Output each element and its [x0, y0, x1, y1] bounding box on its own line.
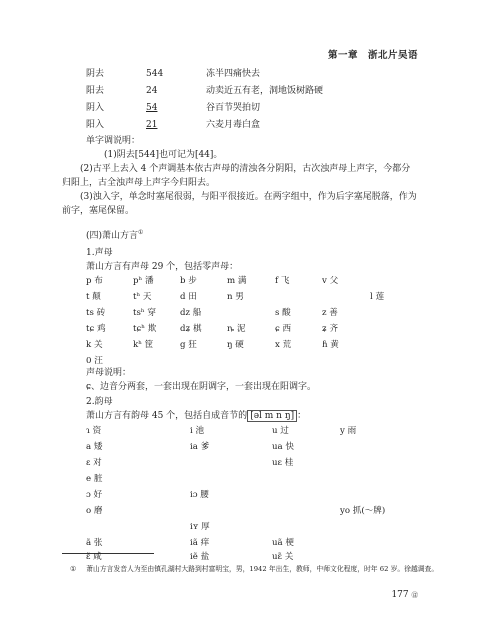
final-cell: i 池 [190, 426, 205, 436]
final-cell: ua 快 [272, 442, 294, 452]
initial-cell: ɕ 西 [275, 324, 292, 334]
section-title-text: (四)萧山方言 [86, 231, 139, 241]
final-cell: ã 张 [86, 538, 103, 548]
tone-notes-heading: 单字调说明： [86, 136, 141, 146]
initial-cell: 0 汪 [86, 356, 103, 366]
tone-value: 21 [146, 120, 158, 130]
page-number [391, 590, 418, 600]
initial-cell: tsʰ 穿 [133, 308, 156, 318]
initial-cell: m 满 [227, 276, 247, 286]
tone-value: 54 [146, 103, 158, 113]
initial-cell: p 布 [86, 276, 103, 286]
initial-cell: v 父 [322, 276, 339, 286]
initial-cell: dʑ 棋 [180, 324, 202, 334]
final-cell: y 雨 [340, 426, 357, 436]
initial-cell: ŋ 硬 [227, 340, 244, 350]
final-cell: ɿ 资 [86, 426, 102, 436]
final-cell: iʏ 厚 [190, 522, 210, 532]
initial-cell: f 飞 [275, 276, 290, 286]
initial-cell: dz 船 [180, 308, 202, 318]
initial-cell: tɕʰ 欺 [133, 324, 157, 334]
final-cell: uɛ̃ 关 [272, 552, 294, 562]
initial-cell: d 田 [180, 292, 197, 302]
initial-cell: tʰ 天 [133, 292, 152, 302]
final-cell: uɛ 桂 [272, 458, 294, 468]
tone-note-item: (3)浊入字，单念时塞尾很弱，与阳平很接近。在两字组中，作为后字塞尾脱落，作为前字，塞尾保留。 [62, 192, 417, 216]
tone-name: 阳去 [86, 86, 105, 96]
initial-cell: g 狂 [180, 340, 197, 350]
initial-cell: ts 砖 [86, 308, 106, 318]
final-cell: yo 抓(～牌) [340, 506, 386, 516]
initials-intro: 萧山方言有声母 29 个，包括零声母： [86, 262, 239, 272]
final-cell: ɛ 对 [86, 458, 102, 468]
finals-intro-bracket: [əl m n ŋ] [247, 410, 297, 422]
final-cell: a 矮 [86, 442, 103, 452]
footnote [70, 563, 438, 573]
initial-cell: x 荒 [275, 340, 292, 350]
tone-note-item: (1)阴去[544]也可记为[44]。 [104, 150, 223, 160]
initials-heading: 1.声母 [86, 248, 113, 258]
initial-cell: tɕ 鸡 [86, 324, 106, 334]
final-cell: ɔ 好 [86, 490, 103, 500]
initial-cell: ȵ 泥 [227, 324, 246, 334]
initial-cell: n 男 [227, 292, 244, 302]
tone-value: 544 [146, 69, 164, 79]
page-number-value: 177 [391, 590, 409, 600]
finals-heading: 2.韵母 [86, 397, 113, 407]
finals-intro-prefix: 萧山方言有韵母 45 个，包括自成音节的 [86, 411, 248, 421]
initial-cell: b 步 [180, 276, 197, 286]
final-cell: ɛ̃ 咸 [86, 552, 102, 562]
tone-examples: 六麦月毒白盒 [206, 120, 261, 130]
final-cell: u 过 [272, 426, 289, 436]
final-cell: ia 爹 [190, 442, 210, 452]
tone-examples: 冻半四痛快去 [206, 69, 261, 79]
initial-cell: pʰ 潘 [133, 276, 154, 286]
finals-intro-suffix: ： [297, 411, 307, 421]
initial-cell: l 莲 [370, 292, 385, 302]
footnote-ref: ① [138, 229, 144, 236]
initials-note-heading: 声母说明： [86, 368, 132, 378]
initial-cell: ʑ 齐 [322, 324, 339, 334]
initial-cell: t 颠 [86, 292, 101, 302]
final-cell: iɔ 腰 [190, 490, 209, 500]
tone-value: 24 [146, 86, 158, 96]
initials-note: ɕ、边音分两套，一套出现在阴调字，一套出现在阳调字。 [86, 382, 317, 392]
chapter-header: 第一章 浙北片吴语 [327, 50, 418, 61]
initial-cell: s 酸 [275, 308, 291, 318]
tone-name: 阴去 [86, 69, 105, 79]
section-title [86, 228, 143, 241]
initial-cell: k 关 [86, 340, 103, 350]
footnote-mark: ① [70, 565, 77, 573]
footnote-rule [62, 553, 154, 554]
final-cell: uã 梗 [272, 538, 294, 548]
final-cell: o 磨 [86, 506, 103, 516]
final-cell: iã 痒 [190, 538, 210, 548]
page-number-suffix: ㊟ [411, 591, 418, 599]
tone-notes [62, 134, 418, 218]
tone-note-item: (2)古平上去入 4 个声调基本依古声母的清浊各分阴阳，古次浊声母上声字，今都分归阳上，古全浊声母上声字今归阳去。 [62, 164, 411, 188]
finals-intro [86, 410, 306, 423]
final-cell: e 脏 [86, 474, 103, 484]
initial-cell: kʰ 筐 [133, 340, 154, 350]
final-cell: iẽ 盐 [190, 552, 210, 562]
tone-examples: 动卖近五有老，洞地饭树路硬 [206, 86, 324, 96]
initial-cell: ɦ 黄 [322, 340, 339, 350]
footnote-text: 萧山方言发音人为至由镇孔湖村大路到村富明宝，男，1942 年出生，教师，中师文化程度，时年 62 岁。徐越调查。 [86, 565, 439, 573]
tone-name: 阳入 [86, 120, 105, 130]
tone-examples: 谷百节哭拍切 [206, 103, 261, 113]
initial-cell: z 善 [322, 308, 338, 318]
tone-name: 阴入 [86, 103, 105, 113]
